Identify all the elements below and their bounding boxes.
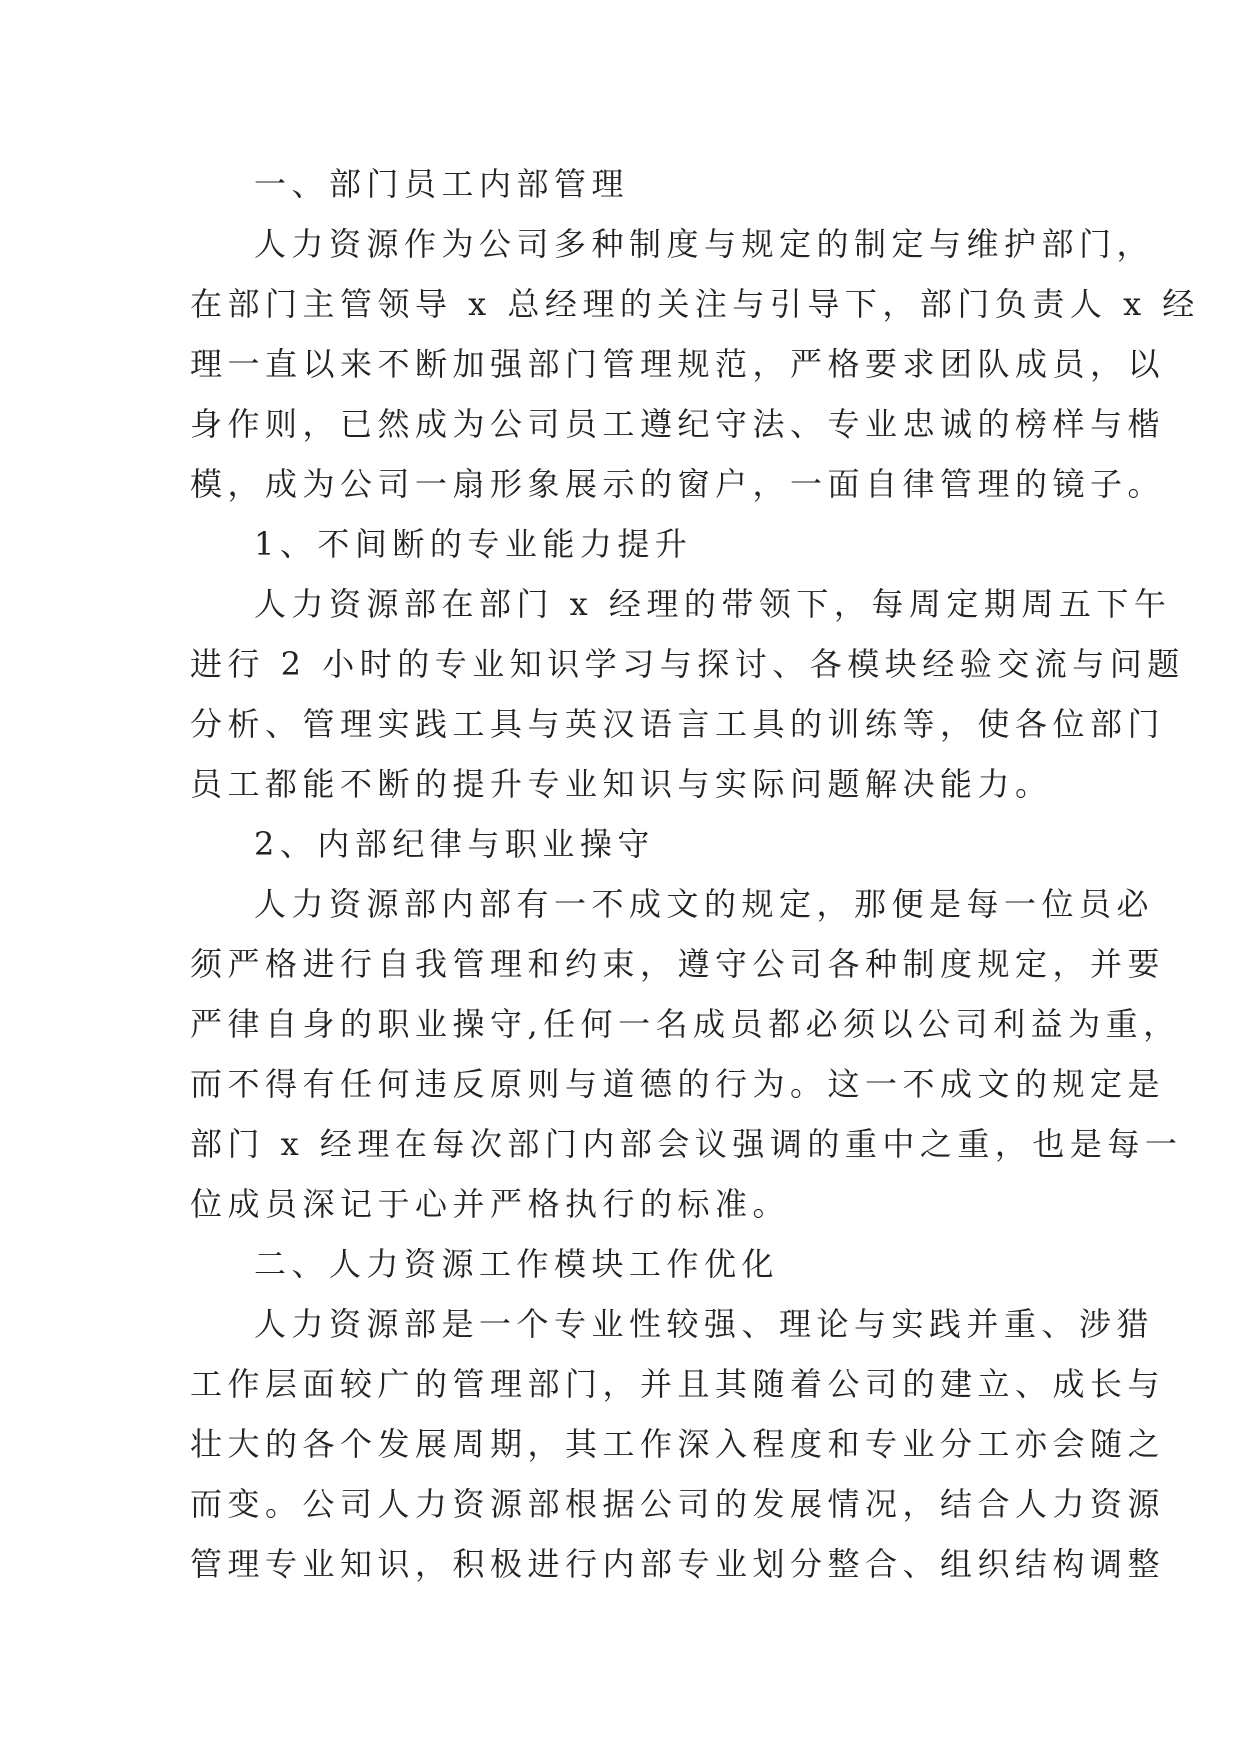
paragraph-line: 人力资源部在部门 x 经理的带领下，每周定期周五下午 [254,585,1172,623]
paragraph-line: 进行 2 小时的专业知识学习与探讨、各模块经验交流与问题 [190,645,1185,683]
subsection-heading-2: 2、内部纪律与职业操守 [254,825,655,863]
paragraph-line: 身作则，已然成为公司员工遵纪守法、专业忠诚的榜样与楷 [190,405,1166,443]
paragraph-line: 壮大的各个发展周期，其工作深入程度和专业分工亦会随之 [190,1425,1166,1463]
paragraph-line: 分析、管理实践工具与英汉语言工具的训练等，使各位部门 [190,705,1166,743]
paragraph-line: 理一直以来不断加强部门管理规范，严格要求团队成员，以 [190,345,1166,383]
subsection-heading-1: 1、不间断的专业能力提升 [254,525,693,563]
paragraph-line: 员工都能不断的提升专业知识与实际问题解决能力。 [190,765,1053,803]
section-heading-1: 一、部门员工内部管理 [254,165,630,203]
paragraph-line: 管理专业知识，积极进行内部专业划分整合、组织结构调整 [190,1545,1166,1583]
paragraph-line: 严律自身的职业操守,任何一名成员都必须以公司利益为重， [190,1005,1181,1043]
paragraph-line: 部门 x 经理在每次部门内部会议强调的重中之重，也是每一 [190,1125,1183,1163]
section-heading-2: 二、人力资源工作模块工作优化 [254,1245,780,1283]
paragraph-line: 在部门主管领导 x 总经理的关注与引导下，部门负责人 x 经 [190,285,1200,323]
paragraph-line: 人力资源部是一个专业性较强、理论与实践并重、涉猎 [254,1305,1155,1343]
paragraph-line: 人力资源部内部有一不成文的规定，那便是每一位员必 [254,885,1155,923]
paragraph-line: 须严格进行自我管理和约束，遵守公司各种制度规定，并要 [190,945,1166,983]
paragraph-line: 模，成为公司一扇形象展示的窗户，一面自律管理的镜子。 [190,465,1166,503]
paragraph-line: 工作层面较广的管理部门，并且其随着公司的建立、成长与 [190,1365,1166,1403]
paragraph-line: 位成员深记于心并严格执行的标准。 [190,1185,791,1223]
paragraph-line: 而变。公司人力资源部根据公司的发展情况，结合人力资源 [190,1485,1166,1523]
paragraph-line: 而不得有任何违反原则与道德的行为。这一不成文的规定是 [190,1065,1166,1103]
paragraph-line: 人力资源作为公司多种制度与规定的制定与维护部门， [254,225,1155,263]
